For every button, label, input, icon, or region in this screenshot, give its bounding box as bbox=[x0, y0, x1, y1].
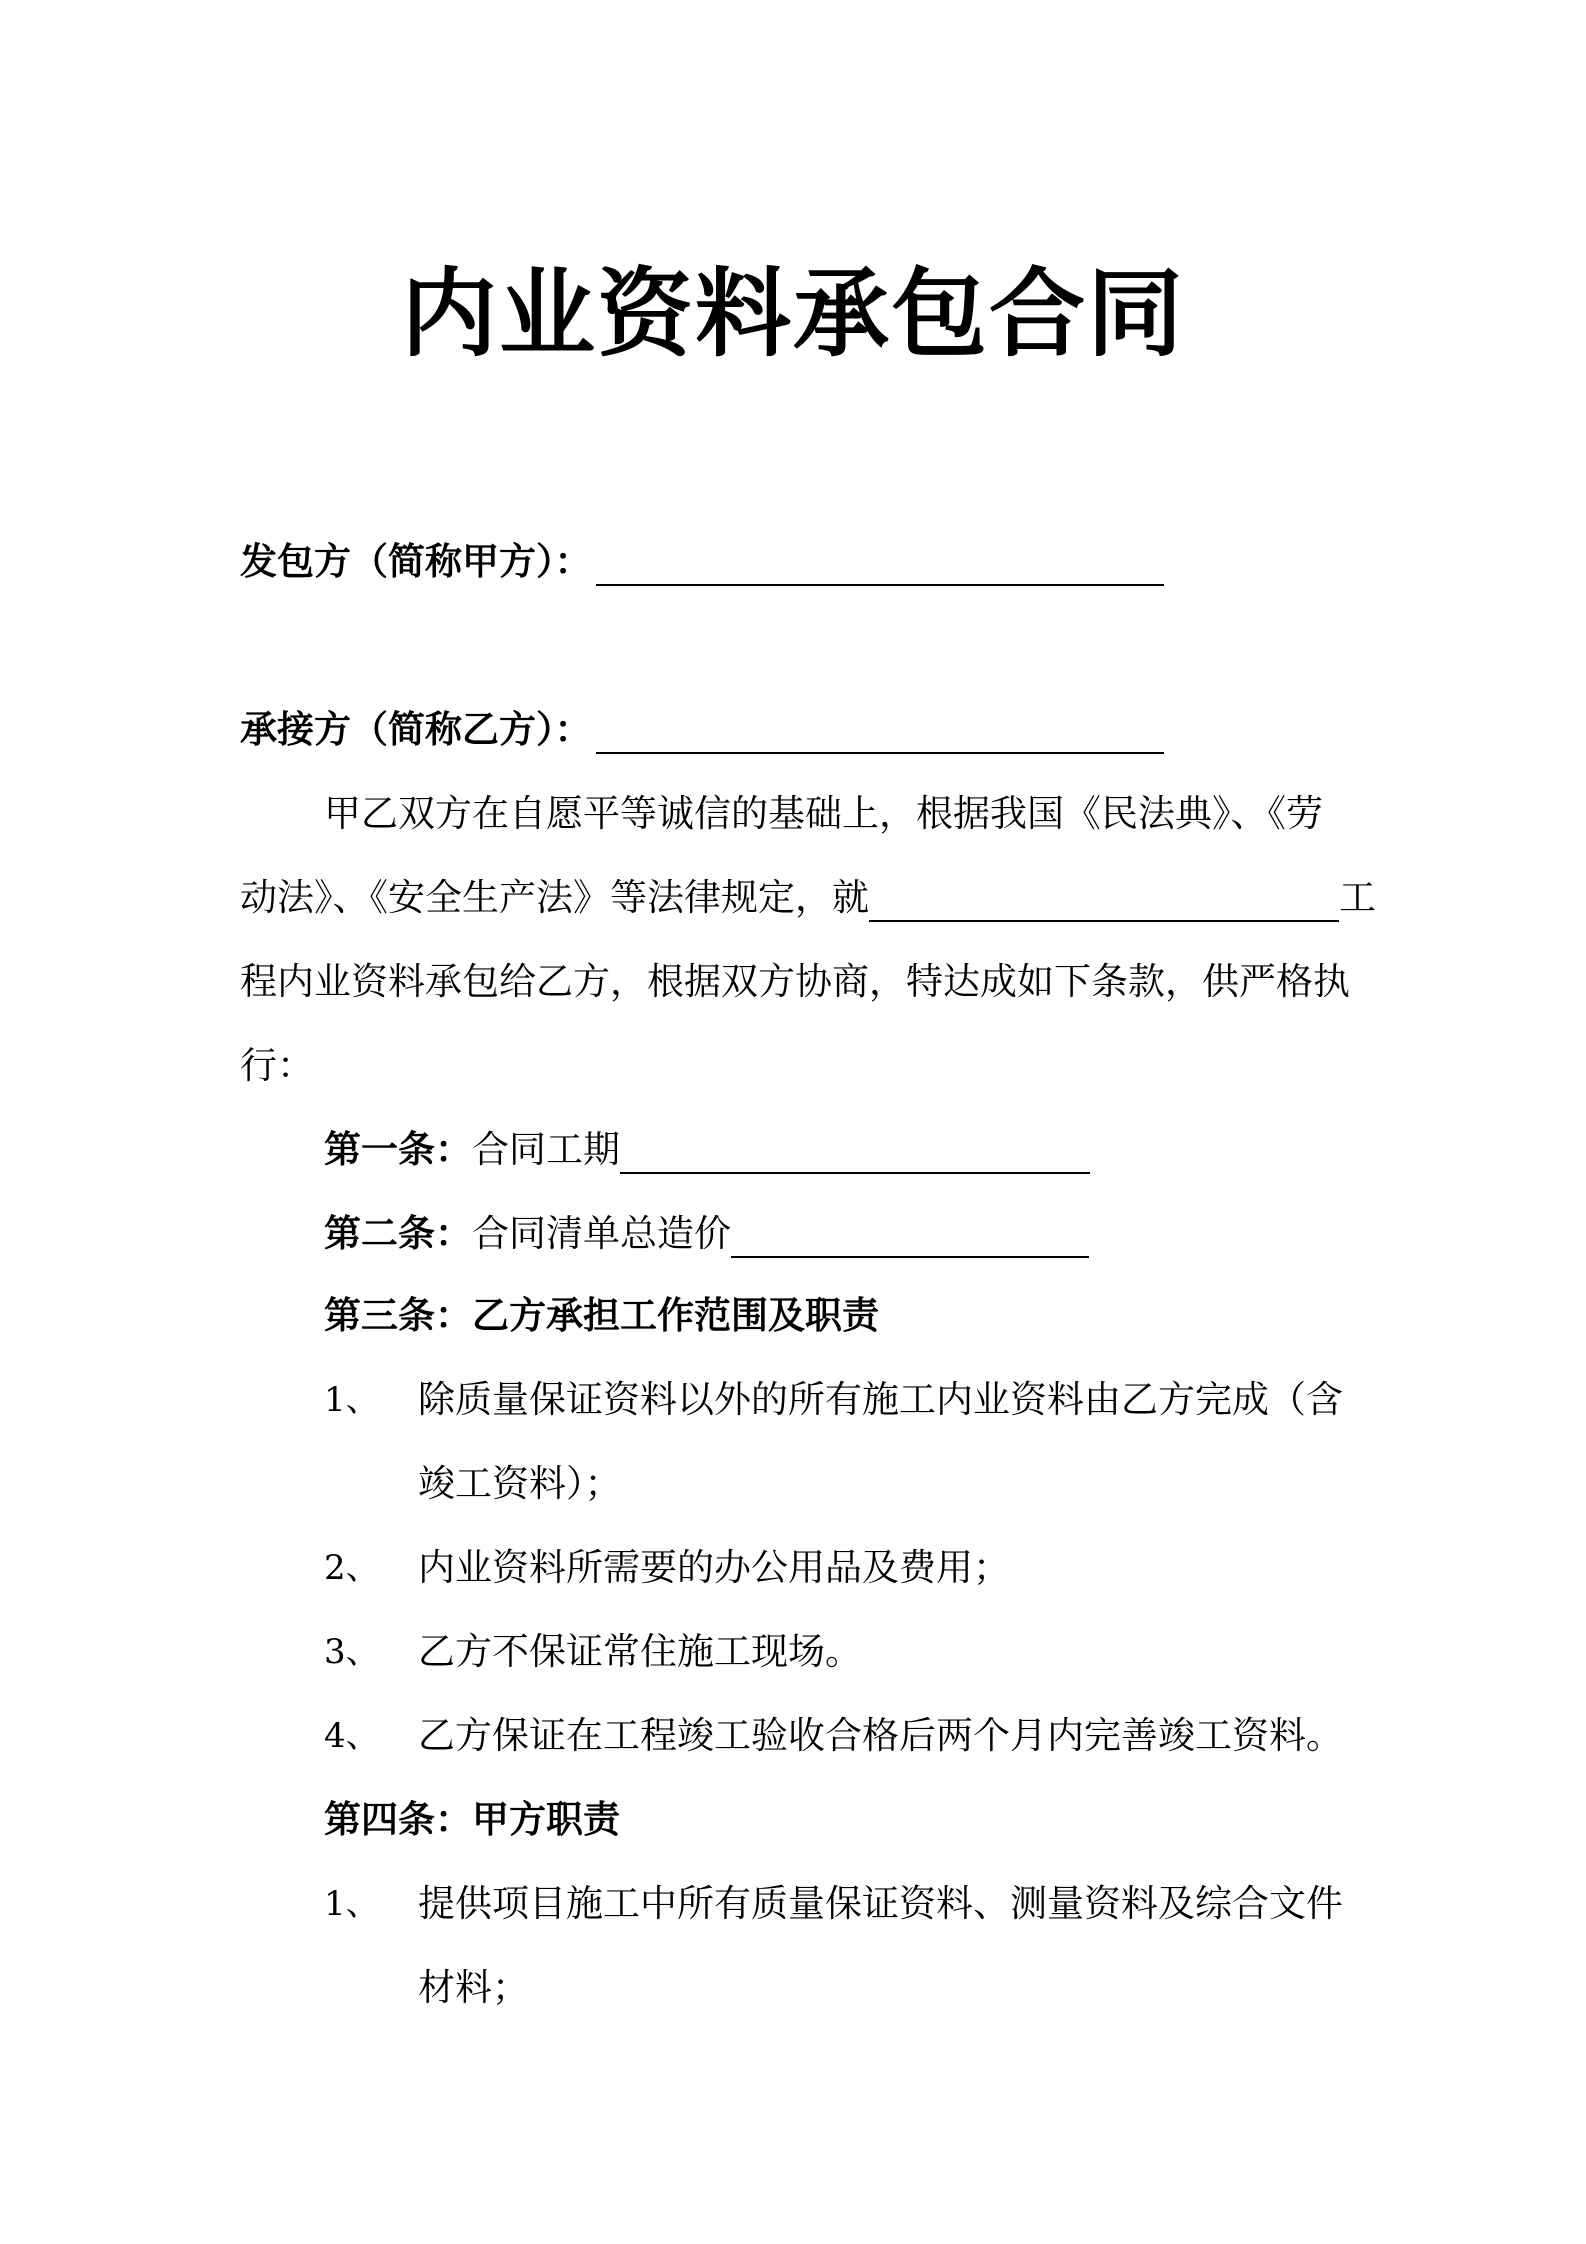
party-a-blank[interactable] bbox=[596, 544, 1164, 586]
article-2 bbox=[324, 1210, 1089, 1258]
article-1-heading: 第一条： bbox=[324, 1128, 472, 1171]
article-3-item-2-number: 2、 bbox=[324, 1548, 380, 1588]
article-4-heading: 第四条：甲方职责 bbox=[324, 1798, 620, 1841]
party-a-label: 发包方（简称甲方）： bbox=[240, 540, 592, 583]
article-3-item-1-number: 1、 bbox=[324, 1380, 380, 1420]
article-3-item-1-line-2: 竣工资料）； bbox=[418, 1462, 622, 1505]
article-3-item-4-line-1: 乙方保证在工程竣工验收合格后两个月内完善竣工资料。 bbox=[418, 1714, 1343, 1757]
article-3-item-3-line-1: 乙方不保证常住施工现场。 bbox=[418, 1630, 862, 1673]
total-price-blank[interactable] bbox=[731, 1216, 1089, 1258]
article-4-item-1-line-2: 材料； bbox=[418, 1966, 529, 2009]
article-3-item-3-number: 3、 bbox=[324, 1632, 380, 1672]
article-4-item-1-line-1: 提供项目施工中所有质量保证资料、测量资料及综合文件 bbox=[418, 1882, 1343, 1925]
party-b-blank[interactable] bbox=[596, 712, 1164, 754]
document-title: 内业资料承包合同 bbox=[401, 258, 1185, 370]
intro-line-3: 程内业资料承包给乙方，根据双方协商，特达成如下条款，供严格执 bbox=[240, 960, 1350, 1003]
article-2-heading: 第二条： bbox=[324, 1212, 472, 1255]
party-b-label: 承接方（简称乙方）： bbox=[240, 708, 592, 751]
article-1-label: 合同工期 bbox=[472, 1128, 620, 1171]
intro-line-2-text: 动法》、《安全生产法》等法律规定，就 bbox=[240, 876, 869, 919]
contract-period-blank[interactable] bbox=[620, 1132, 1090, 1174]
party-b-line bbox=[240, 706, 1164, 754]
intro-line-4: 行： bbox=[240, 1044, 314, 1087]
article-3-item-2-line-1: 内业资料所需要的办公用品及费用； bbox=[418, 1546, 1010, 1589]
intro-line-2-end: 工 bbox=[1339, 876, 1376, 919]
intro-line-2 bbox=[240, 874, 1376, 922]
article-4-item-1-number: 1、 bbox=[324, 1884, 380, 1924]
intro-line-1: 甲乙双方在自愿平等诚信的基础上，根据我国《民法典》、《劳 bbox=[324, 792, 1323, 835]
article-1 bbox=[324, 1126, 1090, 1174]
article-2-label: 合同清单总造价 bbox=[472, 1212, 731, 1255]
article-3-item-4-number: 4、 bbox=[324, 1716, 380, 1756]
party-a-line bbox=[240, 538, 1164, 586]
project-name-blank[interactable] bbox=[869, 880, 1339, 922]
article-3-item-1-line-1: 除质量保证资料以外的所有施工内业资料由乙方完成（含 bbox=[418, 1378, 1343, 1421]
article-3-heading: 第三条：乙方承担工作范围及职责 bbox=[324, 1294, 879, 1337]
